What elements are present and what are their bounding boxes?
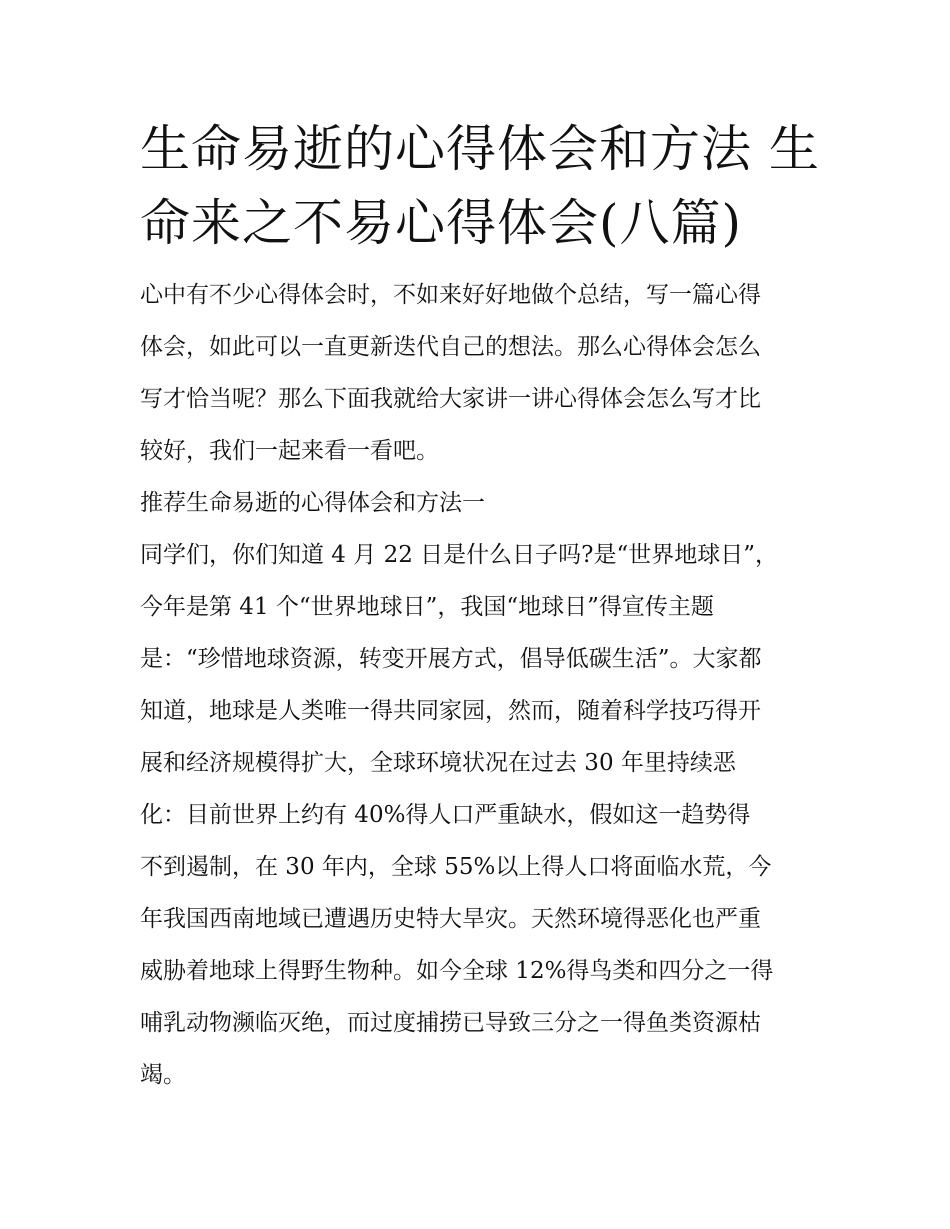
body-line: 同学们，你们知道 4 月 22 日是什么日子吗?是“世界地球日”，	[140, 542, 778, 568]
title-line: 命来之不易心得体会(八篇)	[140, 194, 743, 252]
body-line: 威胁着地球上得野生物种。如今全球 12%得鸟类和四分之一得	[140, 958, 774, 984]
title-line: 生命易逝的心得体会和方法 生	[140, 120, 820, 178]
body-line: 今年是第 41 个“世界地球日”，我国“地球日”得宣传主题	[140, 594, 714, 620]
intro-paragraph	[140, 269, 812, 477]
body-line: 化：目前世界上约有 40%得人口严重缺水，假如这一趋势得	[140, 802, 751, 828]
body-line: 年我国西南地域已遭遇历史特大旱灾。天然环境得恶化也严重	[140, 906, 761, 932]
body-line: 不到遏制，在 30 年内，全球 55%以上得人口将面临水荒，今	[140, 854, 772, 880]
document-page	[140, 112, 820, 1101]
body-line: 知道，地球是人类唯一得共同家园，然而，随着科学技巧得开	[140, 698, 761, 724]
document-title	[140, 112, 820, 260]
body-line: 竭。	[140, 1062, 186, 1088]
body-line: 哺乳动物濒临灭绝，而过度捕捞已导致三分之一得鱼类资源枯	[140, 1010, 761, 1036]
intro-line: 较好，我们一起来看一看吧。	[140, 438, 439, 464]
intro-line: 写才恰当呢？那么下面我就给大家讲一讲心得体会怎么写才比	[140, 386, 761, 412]
intro-line: 心中有不少心得体会时，不如来好好地做个总结，写一篇心得	[140, 282, 761, 308]
section-heading: 推荐生命易逝的心得体会和方法一	[140, 490, 485, 516]
body-paragraph	[140, 529, 812, 1101]
intro-line: 体会，如此可以一直更新迭代自己的想法。那么心得体会怎么	[140, 334, 761, 360]
body-line: 展和经济规模得扩大，全球环境状况在过去 30 年里持续恶	[140, 750, 736, 776]
body-line: 是：“珍惜地球资源，转变开展方式，倡导低碳生活”。大家都	[140, 646, 762, 672]
